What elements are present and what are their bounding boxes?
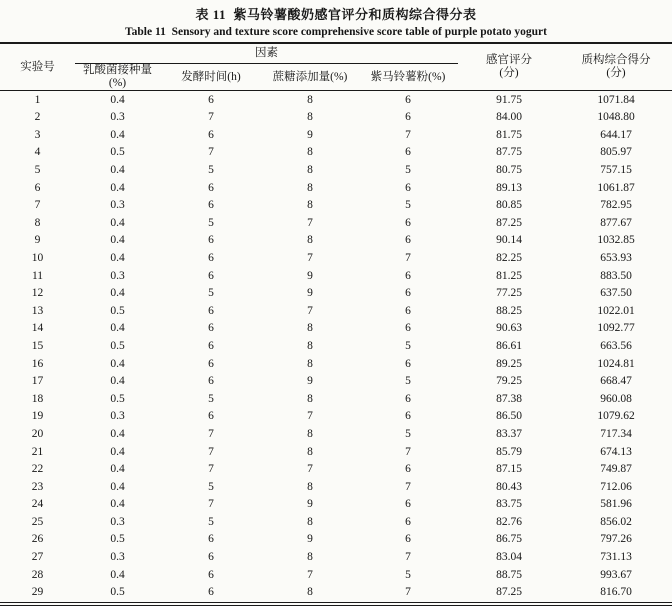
cell-sucrose-addition: 7 bbox=[307, 216, 313, 229]
table-row bbox=[0, 91, 672, 109]
cell-purple-potato-powder: 7 bbox=[405, 128, 411, 141]
cell-sensory-score: 91.75 bbox=[496, 93, 522, 106]
cell-sensory-score: 83.04 bbox=[496, 551, 522, 564]
table-row bbox=[0, 267, 672, 285]
cell-lactic-acid-inoculation: 0.3 bbox=[110, 199, 125, 212]
cell-sucrose-addition: 7 bbox=[307, 568, 313, 581]
cell-texture-score: 653.93 bbox=[600, 251, 632, 264]
cell-sucrose-addition: 8 bbox=[307, 392, 313, 405]
cell-texture-score: 581.96 bbox=[600, 498, 632, 511]
cell-lactic-acid-inoculation: 0.5 bbox=[110, 392, 125, 405]
cell-lactic-acid-inoculation: 0.4 bbox=[110, 463, 125, 476]
cell-texture-score: 797.26 bbox=[600, 533, 632, 546]
cell-texture-score: 668.47 bbox=[600, 375, 632, 388]
cell-sensory-score: 80.85 bbox=[496, 199, 522, 212]
table-row bbox=[0, 215, 672, 233]
cell-experiment-no: 27 bbox=[31, 551, 44, 564]
table-row bbox=[0, 355, 672, 373]
cell-fermentation-time: 6 bbox=[208, 357, 214, 370]
table-title-english: Table 11 Sensory and texture score comprehensive score table of purple potato yogurt bbox=[125, 26, 547, 38]
header-sucrose-addition: 蔗糖添加量(%) bbox=[272, 70, 348, 83]
header-sensory-score-line2: (分) bbox=[499, 67, 519, 80]
cell-fermentation-time: 7 bbox=[208, 445, 214, 458]
table-row bbox=[0, 584, 672, 602]
cell-sucrose-addition: 8 bbox=[307, 234, 313, 247]
cell-lactic-acid-inoculation: 0.3 bbox=[110, 515, 125, 528]
table-row bbox=[0, 179, 672, 197]
cell-texture-score: 717.34 bbox=[600, 427, 632, 440]
table-row bbox=[0, 127, 672, 145]
cell-purple-potato-powder: 6 bbox=[405, 111, 411, 124]
cell-texture-score: 757.15 bbox=[600, 164, 632, 176]
cell-lactic-acid-inoculation: 0.5 bbox=[110, 304, 125, 317]
cell-purple-potato-powder: 6 bbox=[405, 234, 411, 247]
cell-texture-score: 877.67 bbox=[600, 216, 632, 229]
cell-texture-score: 883.50 bbox=[600, 269, 632, 282]
table-row bbox=[0, 496, 672, 514]
cell-fermentation-time: 7 bbox=[208, 498, 214, 511]
table-row bbox=[0, 461, 672, 479]
table-row bbox=[0, 144, 672, 162]
cell-sucrose-addition: 9 bbox=[307, 498, 313, 511]
cell-sensory-score: 80.43 bbox=[496, 480, 522, 493]
cell-lactic-acid-inoculation: 0.4 bbox=[110, 93, 125, 106]
table-row bbox=[0, 162, 672, 180]
cell-sensory-score: 82.76 bbox=[496, 515, 522, 528]
cell-fermentation-time: 5 bbox=[208, 515, 214, 528]
cell-experiment-no: 17 bbox=[31, 375, 44, 388]
table-row bbox=[0, 285, 672, 303]
cell-lactic-acid-inoculation: 0.4 bbox=[110, 234, 125, 247]
cell-fermentation-time: 6 bbox=[208, 410, 214, 423]
table-row bbox=[0, 197, 672, 215]
cell-experiment-no: 22 bbox=[31, 463, 44, 476]
cell-texture-score: 1079.62 bbox=[597, 410, 635, 423]
cell-purple-potato-powder: 6 bbox=[405, 357, 411, 370]
table-title-chinese: 表 11 紫马铃薯酸奶感官评分和质构综合得分表 bbox=[195, 7, 477, 22]
cell-lactic-acid-inoculation: 0.4 bbox=[110, 498, 125, 511]
cell-fermentation-time: 6 bbox=[208, 339, 214, 352]
cell-lactic-acid-inoculation: 0.4 bbox=[110, 322, 125, 335]
cell-experiment-no: 9 bbox=[34, 234, 41, 247]
cell-sensory-score: 87.25 bbox=[496, 586, 522, 599]
cell-lactic-acid-inoculation: 0.5 bbox=[110, 533, 125, 546]
cell-lactic-acid-inoculation: 0.3 bbox=[110, 111, 125, 124]
cell-purple-potato-powder: 7 bbox=[405, 445, 411, 458]
table-row bbox=[0, 426, 672, 444]
cell-fermentation-time: 5 bbox=[208, 480, 214, 493]
cell-experiment-no: 1 bbox=[34, 93, 41, 106]
cell-experiment-no: 24 bbox=[31, 498, 44, 511]
cell-sensory-score: 79.25 bbox=[496, 375, 522, 388]
cell-lactic-acid-inoculation: 0.4 bbox=[110, 357, 125, 370]
cell-sucrose-addition: 8 bbox=[307, 515, 313, 528]
cell-sensory-score: 82.25 bbox=[496, 251, 522, 264]
cell-experiment-no: 12 bbox=[31, 287, 44, 300]
cell-lactic-acid-inoculation: 0.4 bbox=[110, 164, 125, 176]
cell-lactic-acid-inoculation: 0.4 bbox=[110, 251, 125, 264]
cell-experiment-no: 18 bbox=[31, 392, 44, 405]
cell-texture-score: 637.50 bbox=[600, 287, 632, 300]
cell-lactic-acid-inoculation: 0.5 bbox=[110, 339, 125, 352]
cell-purple-potato-powder: 5 bbox=[405, 164, 411, 176]
cell-lactic-acid-inoculation: 0.5 bbox=[110, 586, 125, 599]
cell-sucrose-addition: 9 bbox=[307, 533, 313, 546]
cell-experiment-no: 20 bbox=[31, 427, 44, 440]
cell-purple-potato-powder: 6 bbox=[405, 216, 411, 229]
cell-experiment-no: 3 bbox=[34, 128, 41, 141]
cell-texture-score: 805.97 bbox=[600, 146, 632, 159]
cell-fermentation-time: 5 bbox=[208, 164, 214, 176]
cell-fermentation-time: 6 bbox=[208, 533, 214, 546]
cell-texture-score: 712.06 bbox=[600, 480, 632, 493]
cell-purple-potato-powder: 5 bbox=[405, 427, 411, 440]
header-factors-group: 因素 bbox=[75, 43, 458, 64]
table-body bbox=[0, 91, 672, 602]
cell-sucrose-addition: 8 bbox=[307, 146, 313, 159]
cell-fermentation-time: 6 bbox=[208, 304, 214, 317]
cell-sensory-score: 83.75 bbox=[496, 498, 522, 511]
cell-sensory-score: 83.37 bbox=[496, 427, 522, 440]
cell-texture-score: 644.17 bbox=[600, 128, 632, 141]
cell-texture-score: 993.67 bbox=[600, 568, 632, 581]
cell-texture-score: 674.13 bbox=[600, 445, 632, 458]
cell-purple-potato-powder: 6 bbox=[405, 322, 411, 335]
table-row bbox=[0, 338, 672, 356]
table-row bbox=[0, 549, 672, 567]
cell-sucrose-addition: 8 bbox=[307, 357, 313, 370]
cell-experiment-no: 11 bbox=[31, 269, 44, 282]
cell-sucrose-addition: 8 bbox=[307, 339, 313, 352]
cell-lactic-acid-inoculation: 0.4 bbox=[110, 568, 125, 581]
cell-texture-score: 816.70 bbox=[600, 586, 632, 599]
cell-sucrose-addition: 8 bbox=[307, 445, 313, 458]
cell-sensory-score: 86.75 bbox=[496, 533, 522, 546]
cell-sucrose-addition: 8 bbox=[307, 111, 313, 124]
cell-sensory-score: 81.75 bbox=[496, 128, 522, 141]
cell-purple-potato-powder: 7 bbox=[405, 480, 411, 493]
cell-lactic-acid-inoculation: 0.4 bbox=[110, 128, 125, 141]
cell-lactic-acid-inoculation: 0.3 bbox=[110, 410, 125, 423]
cell-lactic-acid-inoculation: 0.4 bbox=[110, 375, 125, 388]
cell-sensory-score: 90.14 bbox=[496, 234, 522, 247]
cell-purple-potato-powder: 6 bbox=[405, 533, 411, 546]
cell-sensory-score: 87.25 bbox=[496, 216, 522, 229]
table-row bbox=[0, 232, 672, 250]
cell-texture-score: 1022.01 bbox=[597, 304, 635, 317]
header-sensory-score-line1: 感官评分 bbox=[486, 54, 532, 66]
cell-texture-score: 1032.85 bbox=[597, 234, 635, 247]
cell-lactic-acid-inoculation: 0.4 bbox=[110, 427, 125, 440]
cell-sucrose-addition: 9 bbox=[307, 375, 313, 388]
table-row bbox=[0, 303, 672, 321]
cell-purple-potato-powder: 6 bbox=[405, 392, 411, 405]
cell-fermentation-time: 6 bbox=[208, 181, 214, 194]
cell-purple-potato-powder: 7 bbox=[405, 251, 411, 264]
cell-fermentation-time: 6 bbox=[208, 568, 214, 581]
cell-purple-potato-powder: 6 bbox=[405, 181, 411, 194]
table-row bbox=[0, 391, 672, 409]
cell-lactic-acid-inoculation: 0.5 bbox=[110, 146, 125, 159]
cell-sensory-score: 80.75 bbox=[496, 164, 522, 176]
cell-fermentation-time: 6 bbox=[208, 551, 214, 564]
cell-lactic-acid-inoculation: 0.3 bbox=[110, 269, 125, 282]
cell-texture-score: 731.13 bbox=[600, 551, 632, 564]
cell-fermentation-time: 7 bbox=[208, 111, 214, 124]
cell-lactic-acid-inoculation: 0.4 bbox=[110, 216, 125, 229]
cell-fermentation-time: 6 bbox=[208, 375, 214, 388]
cell-sucrose-addition: 8 bbox=[307, 586, 313, 599]
table-row bbox=[0, 408, 672, 426]
cell-fermentation-time: 5 bbox=[208, 216, 214, 229]
cell-purple-potato-powder: 7 bbox=[405, 551, 411, 564]
cell-texture-score: 663.56 bbox=[600, 339, 632, 352]
header-sensory-score bbox=[458, 43, 560, 91]
cell-experiment-no: 23 bbox=[31, 480, 44, 493]
cell-sensory-score: 89.13 bbox=[496, 181, 522, 194]
table-row bbox=[0, 531, 672, 549]
cell-purple-potato-powder: 6 bbox=[405, 269, 411, 282]
cell-sucrose-addition: 7 bbox=[307, 304, 313, 317]
cell-sucrose-addition: 8 bbox=[307, 164, 313, 176]
cell-sensory-score: 85.79 bbox=[496, 445, 522, 458]
cell-purple-potato-powder: 6 bbox=[405, 93, 411, 106]
cell-texture-score: 782.95 bbox=[600, 199, 632, 212]
cell-fermentation-time: 6 bbox=[208, 269, 214, 282]
cell-experiment-no: 5 bbox=[34, 164, 41, 176]
cell-fermentation-time: 7 bbox=[208, 463, 214, 476]
table-row bbox=[0, 320, 672, 338]
cell-purple-potato-powder: 5 bbox=[405, 339, 411, 352]
cell-experiment-no: 6 bbox=[34, 181, 41, 194]
cell-fermentation-time: 7 bbox=[208, 146, 214, 159]
cell-experiment-no: 7 bbox=[34, 199, 41, 212]
cell-sucrose-addition: 9 bbox=[307, 287, 313, 300]
cell-sensory-score: 89.25 bbox=[496, 357, 522, 370]
header-experiment-no: 实验号 bbox=[20, 60, 55, 73]
cell-experiment-no: 4 bbox=[34, 146, 41, 159]
table-row bbox=[0, 373, 672, 391]
cell-sensory-score: 86.61 bbox=[496, 339, 522, 352]
cell-texture-score: 1061.87 bbox=[597, 181, 635, 194]
cell-fermentation-time: 6 bbox=[208, 251, 214, 264]
cell-sensory-score: 77.25 bbox=[496, 287, 522, 300]
cell-experiment-no: 2 bbox=[34, 111, 41, 124]
cell-experiment-no: 10 bbox=[31, 251, 44, 264]
cell-purple-potato-powder: 5 bbox=[405, 375, 411, 388]
cell-fermentation-time: 6 bbox=[208, 128, 214, 141]
cell-fermentation-time: 6 bbox=[208, 93, 214, 106]
header-texture-score-line1: 质构综合得分 bbox=[581, 54, 651, 66]
cell-sucrose-addition: 8 bbox=[307, 199, 313, 212]
cell-sensory-score: 88.75 bbox=[496, 568, 522, 581]
cell-experiment-no: 13 bbox=[31, 304, 44, 317]
cell-texture-score: 1071.84 bbox=[597, 93, 635, 106]
cell-lactic-acid-inoculation: 0.4 bbox=[110, 287, 125, 300]
cell-experiment-no: 28 bbox=[31, 568, 44, 581]
cell-sucrose-addition: 8 bbox=[307, 480, 313, 493]
cell-sucrose-addition: 8 bbox=[307, 181, 313, 194]
cell-sensory-score: 90.63 bbox=[496, 322, 522, 335]
cell-experiment-no: 8 bbox=[34, 216, 41, 229]
cell-sensory-score: 84.00 bbox=[496, 111, 522, 124]
table-row bbox=[0, 479, 672, 497]
cell-sucrose-addition: 7 bbox=[307, 410, 313, 423]
cell-fermentation-time: 6 bbox=[208, 322, 214, 335]
table-row bbox=[0, 250, 672, 268]
cell-lactic-acid-inoculation: 0.4 bbox=[110, 480, 125, 493]
cell-purple-potato-powder: 6 bbox=[405, 463, 411, 476]
cell-fermentation-time: 5 bbox=[208, 287, 214, 300]
cell-texture-score: 749.87 bbox=[600, 463, 632, 476]
cell-purple-potato-powder: 6 bbox=[405, 146, 411, 159]
cell-purple-potato-powder: 6 bbox=[405, 498, 411, 511]
cell-sucrose-addition: 9 bbox=[307, 269, 313, 282]
cell-experiment-no: 15 bbox=[31, 339, 44, 352]
cell-sucrose-addition: 8 bbox=[307, 427, 313, 440]
cell-purple-potato-powder: 5 bbox=[405, 568, 411, 581]
header-purple-potato-powder: 紫马铃薯粉(%) bbox=[370, 70, 446, 83]
cell-texture-score: 1048.80 bbox=[597, 111, 635, 124]
cell-sucrose-addition: 8 bbox=[307, 93, 313, 106]
cell-sensory-score: 81.25 bbox=[496, 269, 522, 282]
header-texture-score bbox=[560, 43, 672, 91]
cell-sensory-score: 87.15 bbox=[496, 463, 522, 476]
cell-fermentation-time: 6 bbox=[208, 199, 214, 212]
cell-texture-score: 856.02 bbox=[600, 515, 632, 528]
cell-sucrose-addition: 7 bbox=[307, 463, 313, 476]
cell-purple-potato-powder: 6 bbox=[405, 410, 411, 423]
cell-experiment-no: 16 bbox=[31, 357, 44, 370]
table-row bbox=[0, 514, 672, 532]
cell-fermentation-time: 6 bbox=[208, 586, 214, 599]
table-header bbox=[0, 43, 672, 91]
header-texture-score-line2: (分) bbox=[606, 67, 626, 80]
cell-fermentation-time: 7 bbox=[208, 427, 214, 440]
cell-experiment-no: 19 bbox=[31, 410, 44, 423]
cell-experiment-no: 21 bbox=[31, 445, 44, 458]
cell-purple-potato-powder: 7 bbox=[405, 586, 411, 599]
cell-lactic-acid-inoculation: 0.4 bbox=[110, 181, 125, 194]
header-lactic-acid-inoculation: 乳酸菌接种量(%) bbox=[83, 64, 152, 90]
cell-experiment-no: 29 bbox=[31, 586, 44, 599]
cell-sucrose-addition: 8 bbox=[307, 551, 313, 564]
cell-sensory-score: 87.38 bbox=[496, 392, 522, 405]
cell-sucrose-addition: 8 bbox=[307, 322, 313, 335]
table-row bbox=[0, 566, 672, 584]
cell-purple-potato-powder: 5 bbox=[405, 199, 411, 212]
cell-sensory-score: 86.50 bbox=[496, 410, 522, 423]
table-row bbox=[0, 109, 672, 127]
cell-texture-score: 1024.81 bbox=[597, 357, 635, 370]
cell-purple-potato-powder: 6 bbox=[405, 515, 411, 528]
header-fermentation-time: 发酵时间(h) bbox=[181, 70, 241, 83]
cell-sensory-score: 87.75 bbox=[496, 146, 522, 159]
score-table bbox=[0, 42, 672, 602]
cell-sucrose-addition: 7 bbox=[307, 251, 313, 264]
table-row bbox=[0, 443, 672, 461]
cell-experiment-no: 26 bbox=[31, 533, 44, 546]
cell-purple-potato-powder: 6 bbox=[405, 287, 411, 300]
cell-fermentation-time: 5 bbox=[208, 392, 214, 405]
cell-experiment-no: 25 bbox=[31, 515, 44, 528]
cell-texture-score: 960.08 bbox=[600, 392, 632, 405]
cell-fermentation-time: 6 bbox=[208, 234, 214, 247]
cell-lactic-acid-inoculation: 0.3 bbox=[110, 551, 125, 564]
cell-sucrose-addition: 9 bbox=[307, 128, 313, 141]
cell-purple-potato-powder: 6 bbox=[405, 304, 411, 317]
cell-sensory-score: 88.25 bbox=[496, 304, 522, 317]
cell-texture-score: 1092.77 bbox=[597, 322, 635, 335]
cell-experiment-no: 14 bbox=[31, 322, 44, 335]
cell-lactic-acid-inoculation: 0.4 bbox=[110, 445, 125, 458]
